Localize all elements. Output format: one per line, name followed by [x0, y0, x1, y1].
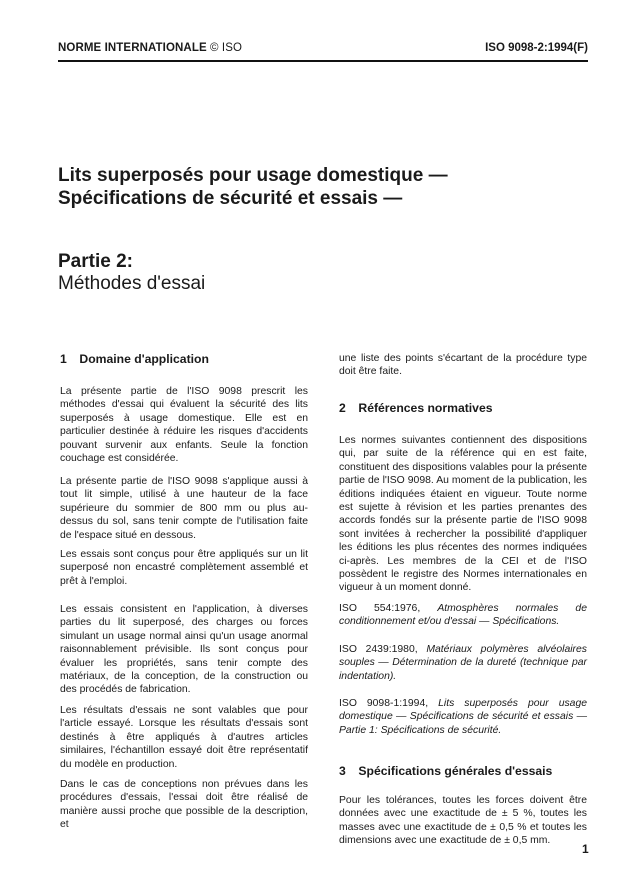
paragraph: une liste des points s'écartant de la procédure type doit être faite. — [339, 353, 587, 378]
paragraph: La présente partie de l'ISO 9098 s'applique aussi à tout lit simple, utilisé à une hauteur de la face supérieure du sommier de 800 mm ou plus au-dessus du sol, sans tenir compte de l'utilisation faite de l'espace situé en dessous. — [60, 476, 308, 541]
header-rule — [58, 60, 588, 62]
section-title: Spécifications générales d'essais — [358, 764, 553, 778]
paragraph: Les essais sont conçus pour être appliqués sur un lit superposé non encastré complètement assemblé et prêt à l'emploi. — [60, 549, 308, 587]
title-line-2: Spécifications de sécurité et essais — — [58, 188, 403, 209]
part-subtitle: Méthodes d'essai — [58, 273, 206, 294]
reference-code: ISO 554:1976, — [339, 603, 421, 614]
normative-reference — [339, 602, 587, 629]
copyright-mark: © ISO — [210, 42, 243, 54]
normative-reference — [339, 643, 587, 683]
section-number: 1 — [60, 352, 67, 366]
document-type: NORME INTERNATIONALE — [58, 42, 207, 54]
normative-reference — [339, 697, 587, 737]
section-title: Références normatives — [358, 401, 493, 415]
reference-title: Lits superposés pour usage domestique — Spécifications de sécurité et essais — Partie 1: Spécifications de sécurité. — [339, 698, 588, 736]
reference-title: Matériaux polymères alvéolaires souples — Détermination de la dureté (technique par indentation). — [339, 644, 587, 682]
paragraph: Les résultats d'essais ne sont valables que pour l'article essayé. Lorsque les résultats d'essais sont destinés à être appliqués à d'autres articles similaires, l'échantillon essayé doit être représentatif du modèle en production. — [60, 705, 308, 770]
document-reference: ISO 9098-2:1994(F) — [485, 42, 588, 54]
section-title: Domaine d'application — [79, 352, 209, 366]
paragraph: La présente partie de l'ISO 9098 prescrit les méthodes d'essai qui évaluent la sécurité des lits superposés à usage domestique. Elle est en particulier destinée à réduire les risques d'accidents pouvant survenir aux enfants. Seule la fonction couchage est considérée. — [60, 386, 308, 465]
section-number: 3 — [339, 764, 346, 778]
page-number: 1 — [582, 842, 589, 856]
header-left — [58, 42, 242, 54]
document-title — [58, 164, 578, 210]
section-number: 2 — [339, 401, 346, 415]
paragraph: Les normes suivantes contiennent des dispositions qui, par suite de la référence qui en est faite, constituent des dispositions valables pour la présente partie de l'ISO 9098. Au moment de la publication, les éditions indiquées étaient en vigueur. Toute norme est sujette à révision et les parties prenantes des accords fondés sur la présente partie de l'ISO 9098 sont invitées à rechercher la possibilité d'appliquer les éditions les plus récentes des normes indiquées ci-après. Les membres de la CEI et de l'ISO possèdent le registre des Normes internationales en vigueur à un moment donné. — [339, 435, 587, 594]
paragraph: Pour les tolérances, toutes les forces doivent être données avec une exactitude de ± 5 %, toutes les masses avec une exactitude de ± 0,5 % et toutes les dimensions avec une exactitude de ± 0,5 mm. — [339, 795, 587, 847]
paragraph: Les essais consistent en l'application, à diverses parties du lit superposé, des charges ou forces simulant un usage normal ainsi qu'un usage anormal raisonnablement prévisible. Ils sont conçus pour évaluer les propriétés, sans tenir compte des matériaux, de la conception, de la construction ou des procédés de fabrication. — [60, 604, 308, 696]
part-label: Partie 2: — [58, 251, 133, 272]
section-3-heading — [339, 764, 552, 778]
section-1-heading — [60, 352, 209, 366]
title-line-1: Lits superposés pour usage domestique — — [58, 165, 448, 186]
section-2-heading — [339, 401, 493, 415]
reference-title: Atmosphères normales de conditionnement et/ou d'essai — Spécifications. — [339, 603, 587, 628]
reference-code: ISO 9098-1:1994, — [339, 698, 429, 709]
reference-code: ISO 2439:1980, — [339, 644, 418, 655]
paragraph: Dans le cas de conceptions non prévues dans les procédures d'essais, l'essai doit être réalisé de manière aussi proche que possible de la description, et — [60, 779, 308, 831]
